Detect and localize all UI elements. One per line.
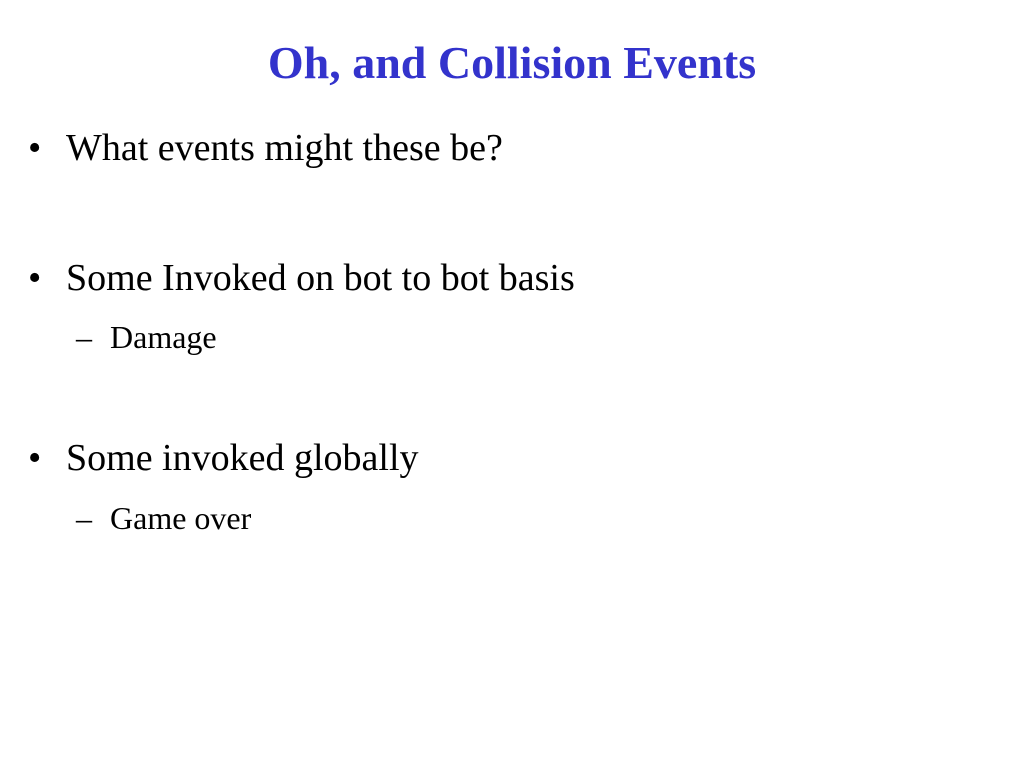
bullet-item [28, 256, 575, 300]
sub-bullet-marker: – [76, 500, 92, 536]
bullet-marker: • [28, 437, 42, 479]
bullet-text: Some Invoked on bot to bot basis [66, 257, 575, 299]
sub-bullet-item [76, 499, 251, 537]
slide-title: Oh, and Collision Events [267, 37, 757, 88]
bullet-marker: • [28, 127, 42, 169]
bullet-item [28, 436, 419, 480]
bullet-item [28, 126, 503, 170]
sub-bullet-item [76, 318, 217, 356]
bullet-marker: • [28, 257, 42, 299]
sub-bullet-marker: – [76, 319, 92, 355]
sub-bullet-text: Game over [110, 500, 252, 536]
sub-bullet-text: Damage [110, 319, 217, 355]
bullet-text: What events might these be? [66, 127, 503, 169]
bullet-text: Some invoked globally [66, 437, 419, 479]
